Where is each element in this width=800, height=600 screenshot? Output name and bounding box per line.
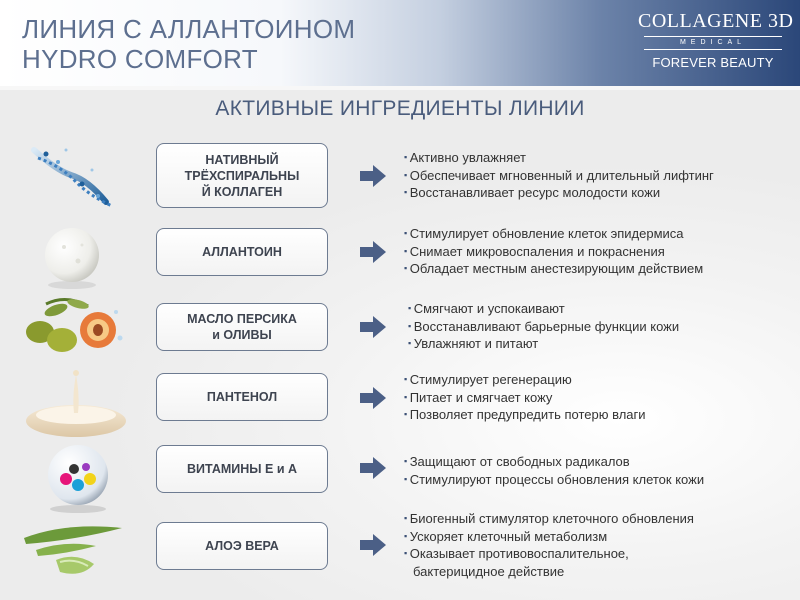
logo-sub: MEDICAL: [679, 39, 747, 46]
benefit-item: ▪ Ускоряет клеточный метаболизм: [404, 528, 694, 546]
benefit-item: ▪ Стимулируют процессы обновления клеток кожи: [404, 471, 704, 489]
ingredient-name-line: МАСЛО ПЕРСИКА: [187, 312, 297, 326]
ingredient-row-aloe: [0, 510, 800, 600]
ingredient-name: ПАНТЕНОЛ: [206, 390, 278, 404]
arrow-right-icon: [360, 165, 386, 187]
arrow-right-icon: [360, 534, 386, 556]
collagen-helix-icon: [16, 140, 136, 218]
benefit-item: ▪ Оказывает противовоспалительное,: [404, 545, 694, 563]
benefit-list: [404, 225, 703, 278]
benefit-item: ▪ Стимулирует обновление клеток эпидермиса: [404, 225, 703, 243]
page-title-line-2: HYDRO COMFORT: [22, 44, 258, 74]
arrow-right-icon: [360, 387, 386, 409]
ingredient-name: АЛЛАНТОИН: [202, 245, 282, 259]
page-title-line-1: ЛИНИЯ С АЛЛАНТОИНОМ: [22, 14, 356, 44]
benefit-item: ▪ Снимает микровоспаления и покраснения: [404, 243, 703, 261]
benefit-item: ▪ Стимулирует регенерацию: [404, 371, 646, 389]
benefit-item: ▪ Обеспечивает мгновенный и длительный лифтинг: [404, 167, 714, 185]
header-bar: [0, 0, 800, 86]
benefit-list: [404, 453, 704, 488]
arrow-right-icon: [360, 457, 386, 479]
ingredient-button-vitamins[interactable]: [156, 445, 328, 493]
ingredient-name-line: Й КОЛЛАГЕН: [201, 184, 283, 199]
benefit-item: ▪ Биогенный стимулятор клеточного обновления: [404, 510, 694, 528]
logo-divider-2: [644, 49, 782, 50]
ingredient-button-peach-olive[interactable]: [156, 303, 328, 351]
benefit-item: ▪ Активно увлажняет: [404, 149, 714, 167]
logo-tagline: FOREVER BEAUTY: [652, 55, 774, 70]
logo-divider: [644, 36, 782, 37]
ingredient-row-peach-olive: [0, 290, 800, 370]
benefit-item-continuation: бактерицидное действие: [413, 563, 565, 579]
allantoin-sphere-icon: [16, 215, 136, 293]
ingredient-button-panthenol[interactable]: [156, 373, 328, 421]
milk-splash-icon: [16, 365, 136, 443]
benefit-item: ▪ Питает и смягчает кожу: [404, 389, 646, 407]
vitamin-capsules-icon: [16, 437, 136, 515]
ingredient-row-panthenol: [0, 365, 800, 445]
arrow-right-icon: [360, 316, 386, 338]
ingredient-row-vitamins: [0, 437, 800, 517]
ingredient-name-line: НАТИВНЫЙ: [205, 152, 279, 167]
benefit-list: [404, 371, 646, 424]
section-title: АКТИВНЫЕ ИНГРЕДИЕНТЫ ЛИНИИ: [215, 97, 585, 120]
aloe-leaves-icon: [16, 510, 136, 588]
ingredient-row-allantoin: [0, 215, 800, 295]
brand-logo: [638, 10, 794, 70]
ingredient-name: ВИТАМИНЫ Е и А: [186, 462, 298, 476]
ingredient-name: АЛОЭ ВЕРА: [205, 539, 279, 553]
benefit-item: ▪ Смягчают и успокаивают: [408, 300, 679, 318]
benefit-list: [404, 149, 714, 202]
logo-brand: COLLAGENE 3D: [638, 10, 794, 32]
benefit-item: ▪ Восстанавливает ресурс молодости кожи: [404, 184, 714, 202]
benefit-item: ▪ Позволяет предупредить потерю влаги: [404, 406, 646, 424]
benefit-list: [408, 300, 679, 353]
benefit-item: ▪ Защищают от свободных радикалов: [404, 453, 704, 471]
arrow-right-icon: [360, 241, 386, 263]
ingredient-button-aloe[interactable]: [156, 522, 328, 570]
page-title: [22, 14, 355, 74]
ingredient-button-collagen[interactable]: [156, 143, 328, 208]
benefit-item: ▪ Обладает местным анестезирующим действием: [404, 260, 703, 278]
ingredient-name-line: и ОЛИВЫ: [212, 328, 272, 342]
ingredient-name-line: ТРЁХСПИРАЛЬНЫ: [184, 168, 300, 183]
benefit-list: [404, 510, 694, 580]
ingredient-button-allantoin[interactable]: [156, 228, 328, 276]
benefit-item: ▪ Восстанавливают барьерные функции кожи: [408, 318, 679, 336]
benefit-item: ▪ Увлажняют и питают: [408, 335, 679, 353]
ingredient-row-collagen: [0, 140, 800, 220]
peach-olive-icon: [16, 290, 136, 368]
